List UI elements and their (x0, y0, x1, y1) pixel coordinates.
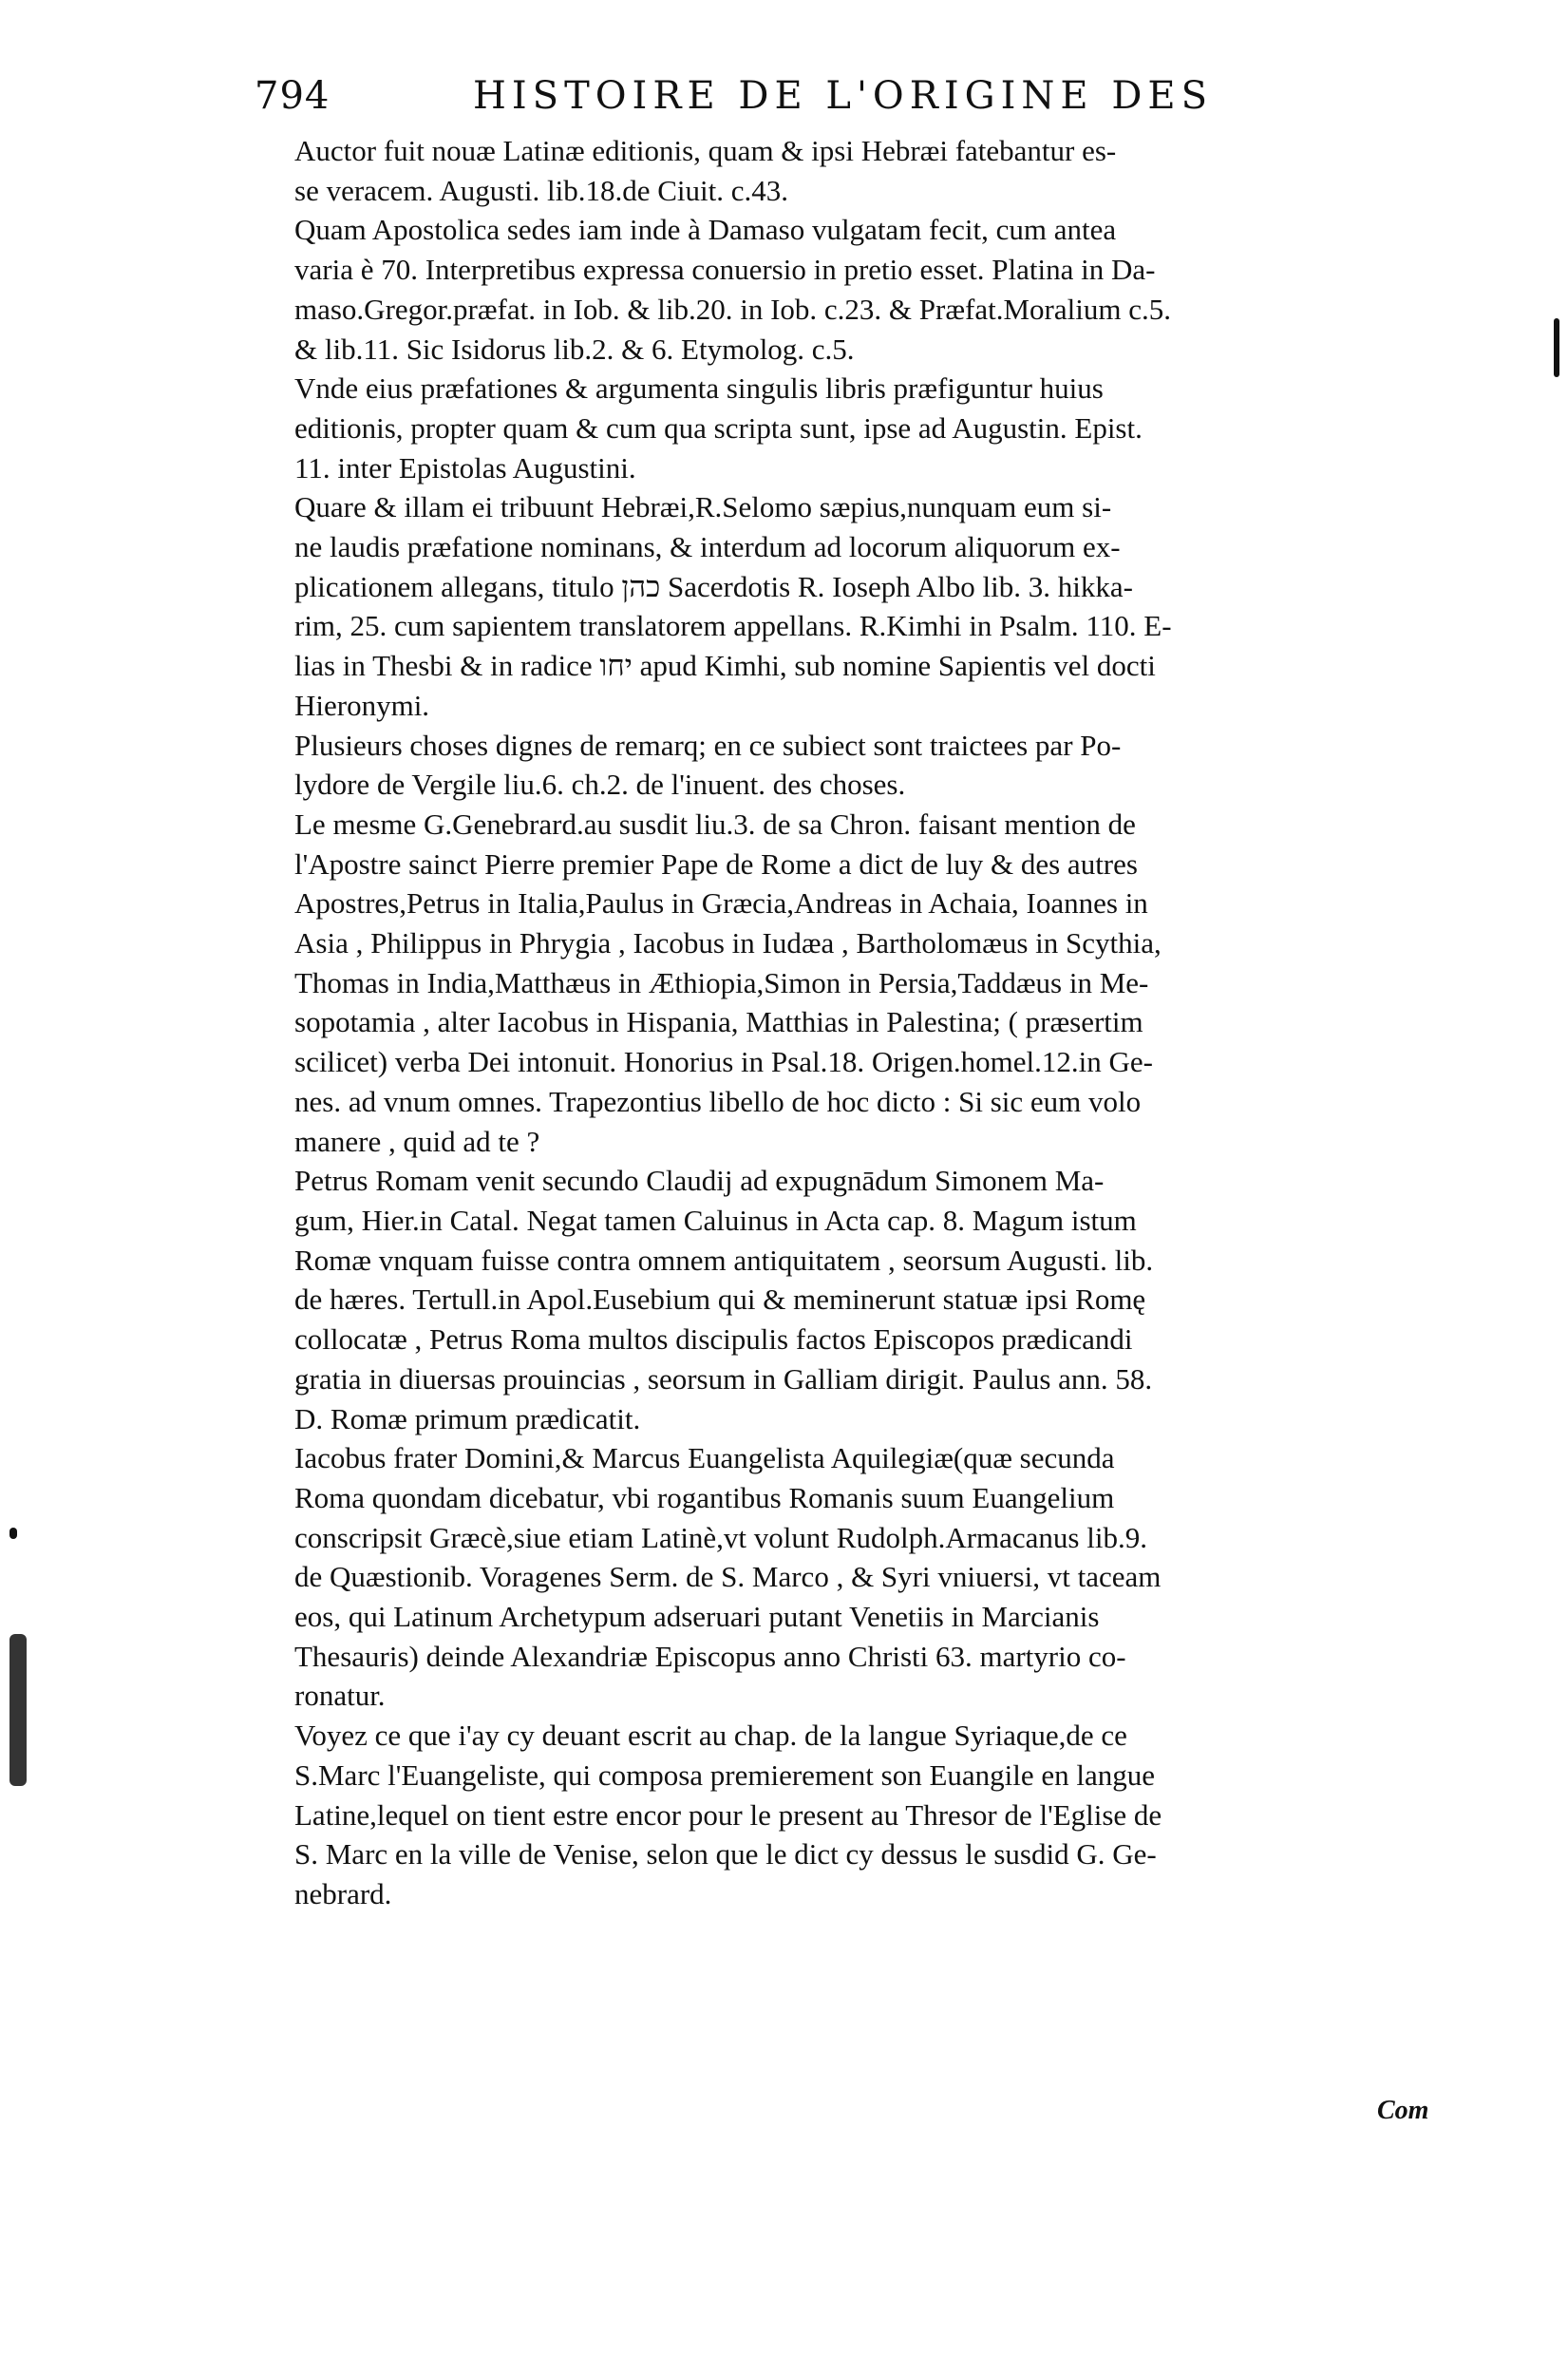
text-line: de Quæstionib. Voragenes Serm. de S. Marco , & Syri vniuersi, vt taceam (294, 1560, 1162, 1594)
text-line: nebrard. (294, 1876, 392, 1910)
text-line: Apostres,Petrus in Italia,Paulus in Græcia,Andreas in Achaia, Ioannes in (294, 886, 1148, 921)
text-line: S.Marc l'Euangeliste, qui composa premierement son Euangile en langue (294, 1758, 1156, 1792)
text-line: gum, Hier.in Catal. Negat tamen Caluinus in Acta cap. 8. Magum istum (294, 1203, 1137, 1237)
text-line: manere , quid ad te ? (294, 1124, 540, 1158)
margin-ink-mark (9, 1528, 17, 1539)
text-line: rim, 25. cum sapientem translatorem appellans. R.Kimhi in Psalm. 110. E- (294, 609, 1172, 643)
text-line: Petrus Romam venit secundo Claudij ad expugnādum Simonem Ma- (294, 1164, 1105, 1198)
paragraph (294, 369, 1453, 487)
body-text (294, 131, 1453, 1914)
text-line: Plusieurs choses dignes de remarq; en ce subiect sont traictees par Po- (294, 728, 1122, 762)
catchword: Com (1377, 2096, 1429, 2125)
text-line: sopotamia , alter Iacobus in Hispania, Matthias in Palestina; ( præsertim (294, 1005, 1143, 1039)
text-line: Latine,lequel on tient estre encor pour le present au Thresor de l'Eglise de (294, 1797, 1162, 1832)
text-line: lias in Thesbi & in radice יחו apud Kimhi, sub nomine Sapientis vel docti (294, 649, 1156, 683)
paragraph (294, 487, 1453, 725)
text-line: Hieronymi. (294, 688, 430, 722)
text-line: gratia in diuersas prouincias , seorsum in Galliam dirigit. Paulus ann. 58. (294, 1361, 1153, 1396)
text-line: Quare & illam ei tribuunt Hebræi,R.Selomo sæpius,nunquam eum si- (294, 490, 1112, 524)
text-line: Thomas in India,Matthæus in Æthiopia,Simon in Persia,Taddæus in Me- (294, 965, 1149, 999)
page-number: 794 (255, 74, 331, 118)
running-title: HISTOIRE DE L'ORIGINE DES (473, 74, 1213, 118)
paragraph (294, 805, 1453, 1161)
text-line: conscripsit Græcè,siue etiam Latinè,vt volunt Rudolph.Armacanus lib.9. (294, 1520, 1147, 1554)
text-line: S. Marc en la ville de Venise, selon que le dict cy dessus le susdid G. Ge- (294, 1837, 1157, 1872)
paragraph (294, 1161, 1453, 1438)
text-line: plicationem allegans, titulo כהן Sacerdotis R. Ioseph Albo lib. 3. hikka- (294, 569, 1133, 603)
text-line: nes. ad vnum omnes. Trapezontius libello de hoc dicto : Si sic eum volo (294, 1084, 1142, 1118)
text-line: & lib.11. Sic Isidorus lib.2. & 6. Etymolog. c.5. (294, 332, 855, 366)
text-line: Roma quondam dicebatur, vbi rogantibus Romanis suum Euangelium (294, 1480, 1115, 1514)
text-line: Thesauris) deinde Alexandriæ Episcopus anno Christi 63. martyrio co- (294, 1639, 1126, 1673)
text-line: D. Romæ primum prædicatit. (294, 1401, 641, 1435)
text-line: Auctor fuit nouæ Latinæ editionis, quam & ipsi Hebræi fatebantur es- (294, 134, 1117, 167)
text-line: ronatur. (294, 1679, 386, 1713)
paragraph (294, 1438, 1453, 1716)
text-line: Le mesme G.Genebrard.au susdit liu.3. de sa Chron. faisant mention de (294, 807, 1136, 841)
paragraph (294, 1716, 1453, 1914)
text-line: Asia , Philippus in Phrygia , Iacobus in Iudæa , Bartholomæus in Scythia, (294, 926, 1162, 960)
text-line: Romæ vnquam fuisse contra omnem antiquitatem , seorsum Augusti. lib. (294, 1243, 1154, 1277)
text-line: l'Apostre sainct Pierre premier Pape de Rome a dict de luy & des autres (294, 846, 1138, 881)
text-line: Voyez ce que i'ay cy deuant escrit au chap. de la langue Syriaque,de ce (294, 1719, 1127, 1753)
text-line: de hæres. Tertull.in Apol.Eusebium qui & meminerunt statuæ ipsi Romę (294, 1282, 1146, 1317)
page-header (255, 74, 1261, 122)
text-line: collocatæ , Petrus Roma multos discipulis factos Episcopos prædicandi (294, 1322, 1133, 1357)
paragraph (294, 210, 1453, 369)
text-line: varia è 70. Interpretibus expressa conuersio in pretio esset. Platina in Da- (294, 253, 1156, 287)
margin-ink-blot (9, 1634, 27, 1786)
text-line: editionis, propter quam & cum qua scripta sunt, ipse ad Augustin. Epist. (294, 410, 1143, 445)
text-line: se veracem. Augusti. lib.18.de Ciuit. c.43. (294, 173, 789, 207)
margin-ink-mark (1554, 318, 1559, 377)
text-line: Vnde eius præfationes & argumenta singulis libris præfiguntur huius (294, 371, 1104, 406)
text-line: ne laudis præfatione nominans, & interdum ad locorum aliquorum ex- (294, 530, 1121, 564)
text-line: maso.Gregor.præfat. in Iob. & lib.20. in Iob. c.23. & Præfat.Moralium c.5. (294, 292, 1171, 326)
text-line: 11. inter Epistolas Augustini. (294, 450, 636, 484)
text-line: Quam Apostolica sedes iam inde à Damaso vulgatam fecit, cum antea (294, 213, 1117, 247)
text-line: eos, qui Latinum Archetypum adseruari putant Venetiis in Marcianis (294, 1600, 1100, 1634)
text-line: Iacobus frater Domini,& Marcus Euangelista Aquilegiæ(quæ secunda (294, 1441, 1115, 1475)
paragraph (294, 726, 1453, 805)
paragraph (294, 131, 1453, 210)
text-line: scilicet) verba Dei intonuit. Honorius in Psal.18. Origen.homel.12.in Ge- (294, 1045, 1153, 1079)
text-line: lydore de Vergile liu.6. ch.2. de l'inuent. des choses. (294, 768, 906, 802)
